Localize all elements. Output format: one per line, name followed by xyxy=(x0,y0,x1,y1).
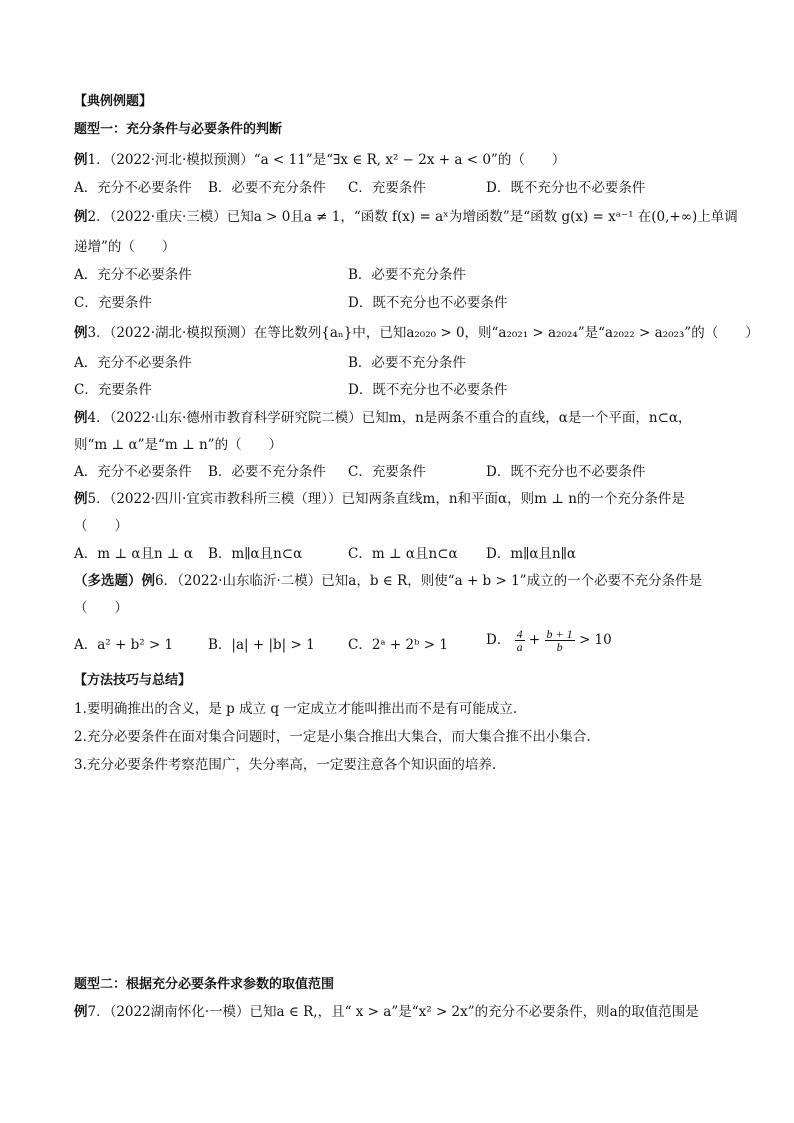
example-6-option-b: B．|a| + |b| > 1 xyxy=(208,637,315,653)
example-number: 4． xyxy=(87,410,110,426)
example-6-text-line1: （2022·山东临沂·二模）已知a，b ∈ R，则使“a + b > 1”成立的一个必要不充分条件是 xyxy=(177,573,703,589)
example-label: 例 xyxy=(74,491,88,507)
example-6 xyxy=(74,572,702,590)
example-1 xyxy=(74,151,565,169)
example-4-option-a: A．充分不必要条件 xyxy=(74,464,192,480)
fraction-4-over-a xyxy=(515,628,525,653)
section-heading-examples: 【典例例题】 xyxy=(74,94,153,109)
example-7-text: （2022湖南怀化·一模）已知a ∈ R,，且“ x > a”是“x² > 2x”的充分不必要条件，则a的取值范围是 xyxy=(109,1004,699,1020)
example-2 xyxy=(74,208,738,226)
example-4-option-c: C．充要条件 xyxy=(348,464,426,480)
example-4-text-line1: （2022·山东·德州市教育科学研究院二模）已知m，n是两条不重合的直线，α是一个平面，n⊂α， xyxy=(109,410,692,426)
example-3 xyxy=(74,324,759,342)
example-3-text: （2022·湖北·模拟预测）在等比数列{aₙ}中，已知a₂₀₂₀ > 0，则“a₂₀₂₁ > a₂₀₂₄”是“a₂₀₂₂ > a₂₀₂₃”的（ ） xyxy=(109,325,759,341)
example-1-text: （2022·河北·模拟预测）“a < 11”是“∃x ∈ R, x² − 2x + a < 0”的（ ） xyxy=(109,152,566,168)
option-d-suffix: > 10 xyxy=(578,632,612,648)
fraction-numerator: b + 1 xyxy=(546,627,573,641)
example-1-option-b: B．必要不充分条件 xyxy=(208,180,326,196)
example-5-text-line2: （ ） xyxy=(74,518,128,534)
fraction-numerator: 4 xyxy=(516,627,523,641)
method-item-2: 2.充分必要条件在面对集合问题时，一定是小集合推出大集合，而大集合推不出小集合. xyxy=(74,729,591,745)
example-4-option-d: D．既不充分也不必要条件 xyxy=(486,464,646,480)
example-number: 5． xyxy=(87,491,110,507)
example-2-text-line1: （2022·重庆·三模）已知a > 0且a ≠ 1，“函数 f(x) = aˣ为增函数”是“函数 g(x) = xᵃ⁻¹ 在(0,+∞)上单调 xyxy=(109,209,738,225)
example-6-option-d xyxy=(486,628,612,653)
example-7 xyxy=(74,1003,699,1021)
fraction-b1-over-b xyxy=(545,628,575,653)
example-number: 3． xyxy=(87,325,110,341)
example-number: 1． xyxy=(87,152,110,168)
example-label: 例 xyxy=(74,325,88,341)
example-label: 例 xyxy=(74,410,88,426)
example-2-option-a: A．充分不必要条件 xyxy=(74,267,192,283)
example-label: 例 xyxy=(74,152,88,168)
example-label: 例 xyxy=(74,209,88,225)
example-1-option-a: A．充分不必要条件 xyxy=(74,180,192,196)
example-3-option-a: A．充分不必要条件 xyxy=(74,355,192,371)
example-1-option-d: D．既不充分也不必要条件 xyxy=(486,180,646,196)
example-number: 7． xyxy=(87,1004,110,1020)
type-two-title: 题型二：根据充分必要条件求参数的取值范围 xyxy=(74,977,335,992)
example-6-text-line2: （ ） xyxy=(74,600,128,616)
option-d-prefix: D． xyxy=(486,632,511,648)
section-heading-methods: 【方法技巧与总结】 xyxy=(74,673,192,688)
plus-sign: + xyxy=(528,632,541,648)
example-4-option-b: B．必要不充分条件 xyxy=(208,464,326,480)
example-6-option-a: A．a² + b² > 1 xyxy=(74,637,174,653)
example-3-option-d: D．既不充分也不必要条件 xyxy=(348,382,508,398)
example-2-option-b: B．必要不充分条件 xyxy=(348,267,466,283)
example-2-text-line2: 递增”的（ ） xyxy=(74,239,176,255)
example-5-text-line1: （2022·四川·宜宾市教科所三模（理））已知两条直线m，n和平面α，则m ⊥ n的一个充分条件是 xyxy=(109,491,685,507)
example-5-option-d: D．m∥α且n∥α xyxy=(486,546,577,562)
example-4-text-line2: 则“m ⊥ α”是“m ⊥ n”的（ ） xyxy=(74,437,283,453)
fraction-denominator: b xyxy=(556,640,563,654)
example-5-option-a: A．m ⊥ α且n ⊥ α xyxy=(74,546,194,562)
example-2-option-c: C．充要条件 xyxy=(74,295,152,311)
type-one-title: 题型一：充分条件与必要条件的判断 xyxy=(74,122,283,137)
example-5-option-b: B．m∥α且n⊂α xyxy=(208,546,303,562)
example-label: 例 xyxy=(74,1004,88,1020)
example-1-option-c: C．充要条件 xyxy=(348,180,426,196)
example-5 xyxy=(74,490,685,508)
example-2-option-d: D．既不充分也不必要条件 xyxy=(348,295,508,311)
example-number: 2． xyxy=(87,209,110,225)
example-6-prefix: （多选题）例 xyxy=(74,573,155,589)
fraction-denominator: a xyxy=(516,640,523,654)
example-5-option-c: C．m ⊥ α且n⊂α xyxy=(348,546,458,562)
example-3-option-c: C．充要条件 xyxy=(74,382,152,398)
method-item-3: 3.充分必要条件考察范围广，失分率高，一定要注意各个知识面的培养. xyxy=(74,757,497,773)
method-item-1: 1.要明确推出的含义，是 p 成立 q 一定成立才能叫推出而不是有可能成立. xyxy=(74,701,518,717)
example-4 xyxy=(74,409,692,427)
example-6-option-c: C．2ᵃ + 2ᵇ > 1 xyxy=(348,637,448,653)
example-number: 6． xyxy=(155,573,178,589)
example-3-option-b: B．必要不充分条件 xyxy=(348,355,466,371)
